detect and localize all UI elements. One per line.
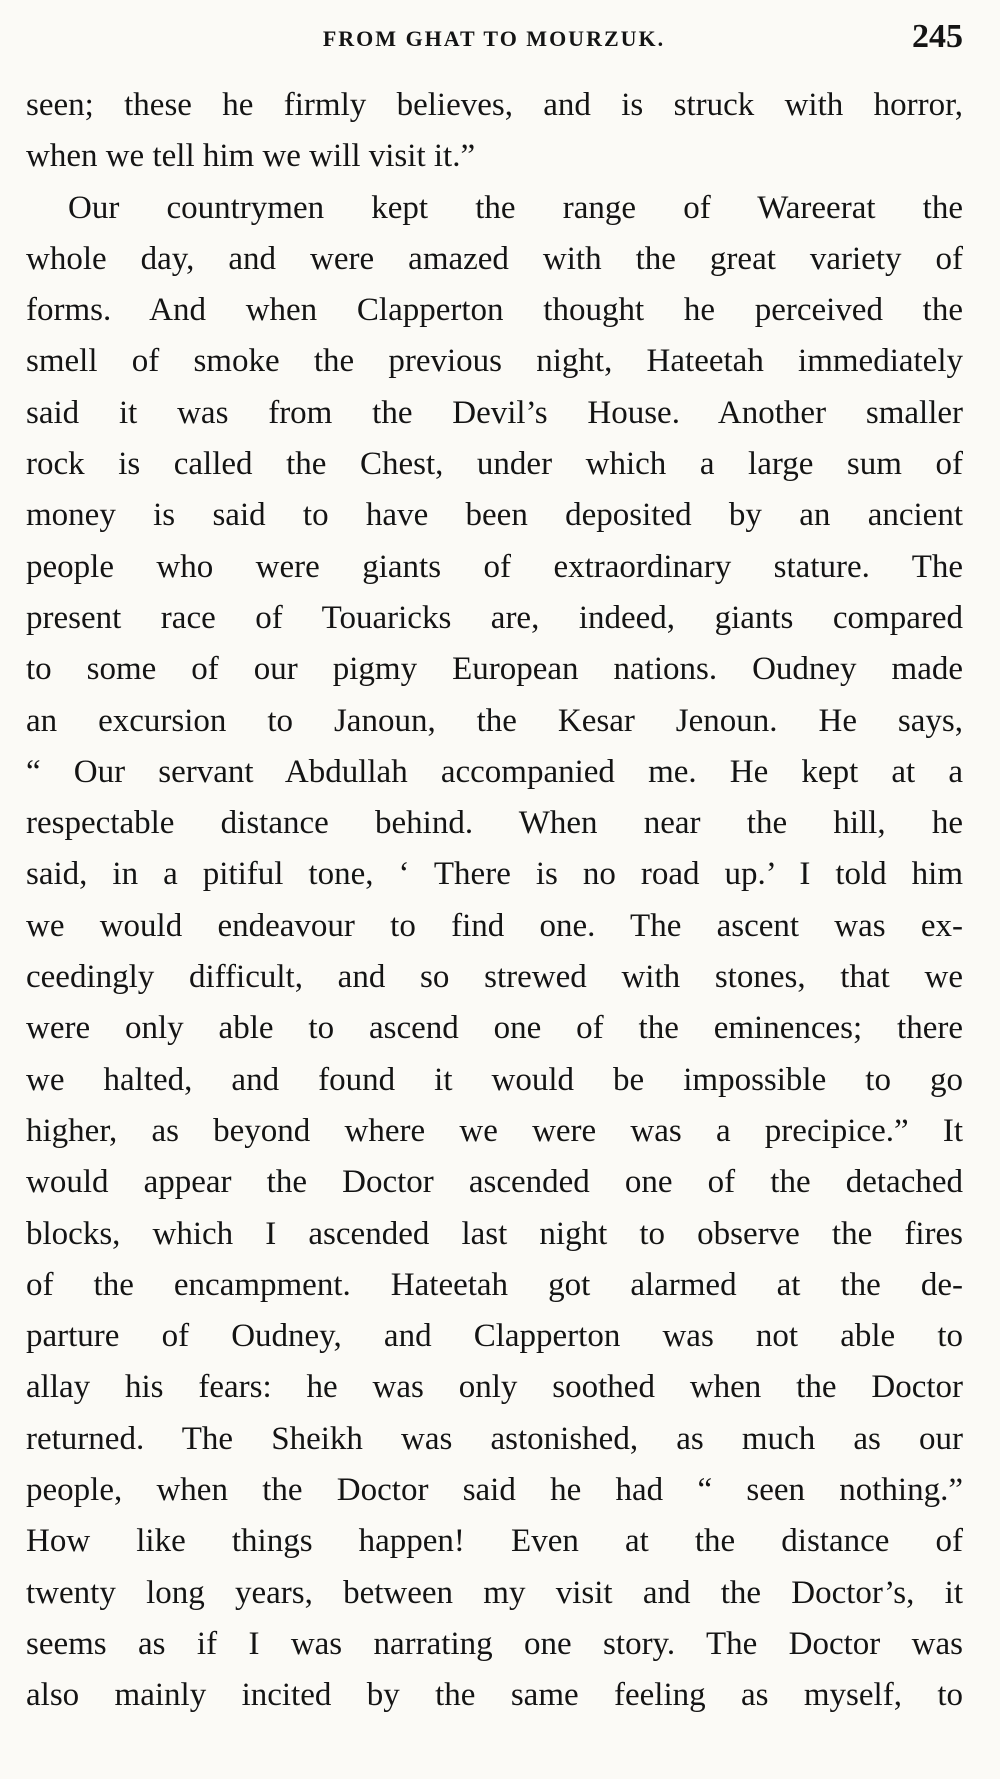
text-line: seen; these he firmly believes, and is struck with horror, xyxy=(26,87,963,123)
text-line: said it was from the Devil’s House. Another smaller xyxy=(26,394,963,431)
text-line: respectable distance behind. When near the hill, he xyxy=(26,805,963,842)
text-line: higher, as beyond where we were was a precipice.” It xyxy=(26,1112,963,1149)
text-line: when we tell him we will visit it.” xyxy=(26,138,476,175)
text-line: twenty long years, between my visit and the Doctor’s, it xyxy=(26,1574,963,1611)
running-head: FROM GHAT TO MOURZUK. xyxy=(322,26,666,51)
text-line: Our countrymen kept the range of Wareerat the xyxy=(68,189,963,226)
page-number: 245 xyxy=(912,18,963,55)
text-line: blocks, which I ascended last night to observe the fires xyxy=(26,1215,963,1252)
text-line: we halted, and found it would be impossible to go xyxy=(26,1061,963,1098)
text-line: smell of smoke the previous night, Hateetah immediately xyxy=(26,343,963,380)
text-line: whole day, and were amazed with the great variety of xyxy=(26,240,963,277)
text-line: we would endeavour to find one. The ascent was ex- xyxy=(26,907,963,944)
text-line: said, in a pitiful tone, ‘ There is no road up.’ I told him xyxy=(26,856,963,893)
text-line: allay his fears: he was only soothed when the Doctor xyxy=(26,1369,963,1406)
text-line: present race of Touaricks are, indeed, giants compared xyxy=(26,599,963,636)
body-text xyxy=(26,80,963,1722)
text-line: ceedingly difficult, and so strewed with stones, that we xyxy=(26,959,963,996)
text-line: money is said to have been deposited by an ancient xyxy=(26,497,963,534)
text-line: How like things happen! Even at the distance of xyxy=(26,1523,963,1560)
text-line: seems as if I was narrating one story. The Doctor was xyxy=(26,1625,963,1662)
text-line: were only able to ascend one of the eminences; there xyxy=(26,1010,963,1047)
text-line: people who were giants of extraordinary stature. The xyxy=(26,548,963,585)
text-line: to some of our pigmy European nations. Oudney made xyxy=(26,651,963,688)
text-line: an excursion to Janoun, the Kesar Jenoun. He says, xyxy=(26,702,963,739)
text-line: people, when the Doctor said he had “ seen nothing.” xyxy=(26,1472,963,1509)
text-line: of the encampment. Hateetah got alarmed at the de- xyxy=(26,1266,963,1303)
text-line: would appear the Doctor ascended one of the detached xyxy=(26,1164,963,1201)
text-line: parture of Oudney, and Clapperton was not able to xyxy=(26,1318,963,1355)
text-line: also mainly incited by the same feeling as myself, to xyxy=(26,1677,963,1714)
text-line: returned. The Sheikh was astonished, as much as our xyxy=(26,1420,963,1457)
text-line: “ Our servant Abdullah accompanied me. He kept at a xyxy=(26,753,963,790)
text-line: rock is called the Chest, under which a large sum of xyxy=(26,446,963,483)
page-header xyxy=(25,18,963,68)
text-line: forms. And when Clapperton thought he perceived the xyxy=(26,292,963,329)
